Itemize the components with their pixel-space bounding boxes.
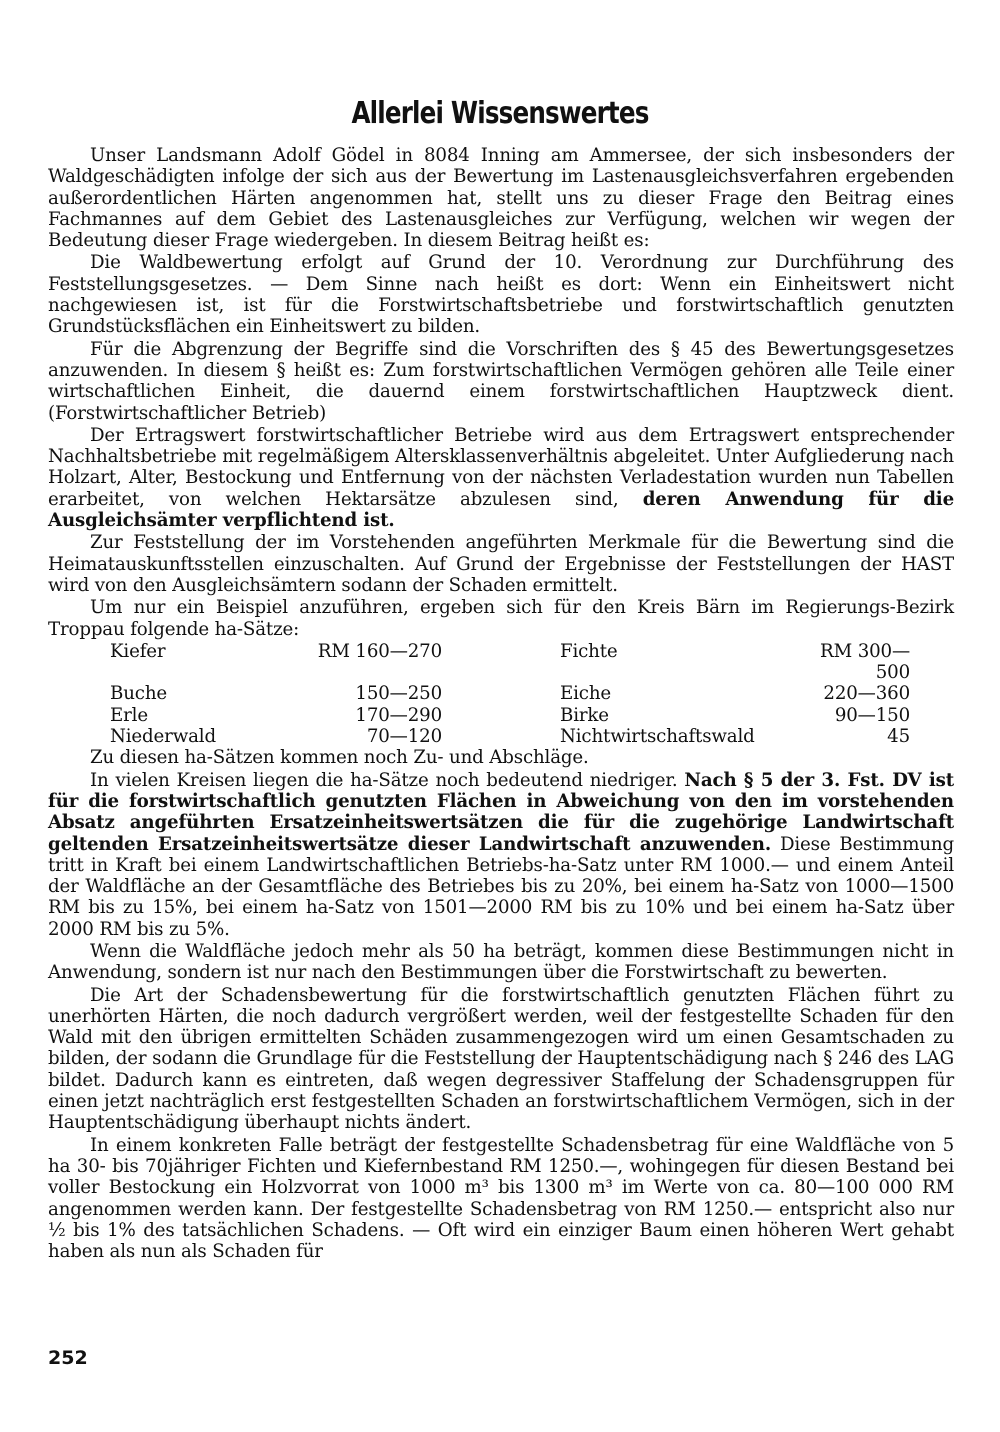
rate-name: Nichtwirtschaftswald — [560, 726, 755, 748]
rate-value: 170—290 — [355, 704, 442, 726]
rate-name: Niederwald — [110, 726, 216, 748]
ha-rates-table — [110, 641, 954, 747]
rate-value: 90—150 — [834, 704, 910, 726]
rate-name: Birke — [560, 704, 609, 726]
paragraph-abgrenzung: Für die Abgrenzung der Begriffe sind die Vorschriften des § 45 des Bewertungsgesetzes anzuwenden. In diesem § heißt es: Zum forstwirtschaftlichen Vermögen gehören alle Teile einer wirtschaftlichen Einheit, die dauernd einem forstwirtschaftlichen Hauptzweck dient. (Forstwirtschaftlicher Betrieb) — [48, 338, 954, 424]
paragraph-kreise-rest: Diese Bestimmung tritt in Kraft bei einem Landwirtschaftlichen Betriebs-ha-Satz unter RM 1000.— und einem Anteil der Waldfläche an der Gesamtfläche des Betriebes bis zu 20%, bei einem ha-Satz von 1000—1500 RM bis zu 15%, bei einem ha-Satz von 1501—2000 RM bis zu 10% und bei einem ha-Satz über 2000 RM bis zu 5%. — [48, 833, 954, 940]
article-body — [48, 145, 954, 1263]
paragraph-waldbewertung: Die Waldbewertung erfolgt auf Grund der 10. Verordnung zur Durchführung des Feststellungsgesetzes. — Dem Sinne nach heißt es dort: Wenn ein Einheitswert nicht nachgewiesen ist, ist für die Forstwirtschaftsbetriebe und forstwirtschaftlich genutzten Grundstücksflächen ein Einheitswert zu bilden. — [48, 252, 954, 338]
page-title: Allerlei Wissenswertes — [351, 96, 649, 131]
paragraph-feststellung: Zur Feststellung der im Vorstehenden angeführten Merkmale für die Bewertung sind die Heimatauskunftsstellen einzuschalten. Auf Grund der Ergebnisse der Feststellungen der HAST wird von den Ausgleichsämtern sodann der Schaden ermittelt. — [48, 532, 954, 596]
rate-name: Buche — [110, 683, 167, 705]
paragraph-intro: Unser Landsmann Adolf Gödel in 8084 Inning am Ammersee, der sich insbesonders der Waldgeschädigten infolge der sich aus der Bewertung im Lastenausgleichsverfahren ergebenden außerordentlichen Härten angenommen hat, stellt uns zu dieser Frage den Beitrag eines Fachmannes auf dem Gebiet des Lastenausgleiches zur Verfügung, welchen wir wegen der Bedeutung dieser Frage wiedergeben. In diesem Beitrag heißt es: — [48, 145, 954, 252]
paragraph-konkreter-fall: In einem konkreten Falle beträgt der festgestellte Schadensbetrag für eine Waldfläche von 5 ha 30- bis 70jähriger Fichten und Kiefernbestand RM 1250.—, wohingegen für diesen Bestand bei voller Bestockung ein Holzvorrat von 1000 m³ bis 1300 m³ im Werte von ca. 80—100 000 RM angenommen werden kann. Der festgestellte Schadensbetrag von RM 1250.— entspricht also nur ½ bis 1% des tatsächlichen Schadens. — Oft wird ein einziger Baum einen höheren Wert gehabt haben als nun als Schaden für — [48, 1134, 954, 1263]
rate-value: 45 — [887, 726, 910, 748]
rate-value: 220—360 — [823, 683, 910, 705]
rate-name: Erle — [110, 704, 148, 726]
rate-name: Eiche — [560, 683, 612, 705]
rate-name: Fichte — [560, 640, 618, 662]
page-number: 252 — [48, 1347, 88, 1369]
rate-name: Kiefer — [110, 640, 166, 662]
paragraph-ertragswert-text: Der Ertragswert forstwirtschaftlicher Betriebe wird aus dem Ertragswert entsprechender Nachhaltsbetriebe mit regelmäßigem Altersklassenverhältnis abgeleitet. Unter Aufgliederung nach Holzart, Alter, Bestockung und Entfernung von der nächsten Verladestation wurden nun Tabellen erarbeitet, von welchen Hektarsätze abzulesen sind, — [48, 424, 954, 510]
paragraph-waldflaeche: Wenn die Waldfläche jedoch mehr als 50 ha beträgt, kommen diese Bestimmungen nicht in Anwendung, sondern ist nur nach den Bestimmungen über die Forstwirtschaft zu bewerten. — [48, 940, 954, 984]
paragraph-schadensbewertung: Die Art der Schadensbewertung für die forstwirtschaftlich genutzten Flächen führt zu unerhörten Härten, die noch dadurch vergrößert werden, weil der festgestellte Schaden für den Wald mit den übrigen ermittelten Schäden zusammengezogen wird um einen Gesamtschaden zu bilden, der sodann die Grundlage für die Feststellung der Hauptentschädigung nach § 246 des LAG bildet. Dadurch kann es eintreten, daß wegen degressiver Staffelung der Schadensgruppen für einen jetzt nachträglich erst festgestellten Schaden an forstwirtschaftlichem Vermögen, sich in der Hauptentschädigung überhaupt nichts ändert. — [48, 984, 954, 1134]
rate-value: 150—250 — [355, 683, 442, 705]
paragraph-ertragswert — [48, 425, 954, 531]
rate-value: RM 160—270 — [317, 640, 442, 662]
paragraph-kreise-text: In vielen Kreisen liegen die ha-Sätze noch bedeutend niedriger. — [90, 769, 678, 791]
paragraph-zuschlaege: Zu diesen ha-Sätzen kommen noch Zu- und Abschläge. — [90, 747, 589, 769]
paragraph-kreise-bold: Nach § 5 der 3. Fst. DV ist für die forstwirtschaftlich genutzten Flächen in Abweichung von den im vorstehenden Absatz angeführten Ersatzeinheitswertsätzen die für die zugehörige Landwirtschaft geltenden Ersatzeinheitswertsätze dieser Landwirtschaft anzuwenden. — [48, 769, 954, 855]
rate-value: RM 300—500 — [820, 640, 910, 684]
rate-value: 70—120 — [366, 726, 442, 748]
paragraph-ertragswert-bold: deren Anwendung für die Ausgleichsämter verpflichtend ist. — [48, 488, 954, 532]
paragraph-beispiel: Um nur ein Beispiel anzuführen, ergeben sich für den Kreis Bärn im Regierungs-Bezirk Troppau folgende ha-Sätze: — [48, 597, 954, 640]
paragraph-kreise — [48, 770, 954, 940]
